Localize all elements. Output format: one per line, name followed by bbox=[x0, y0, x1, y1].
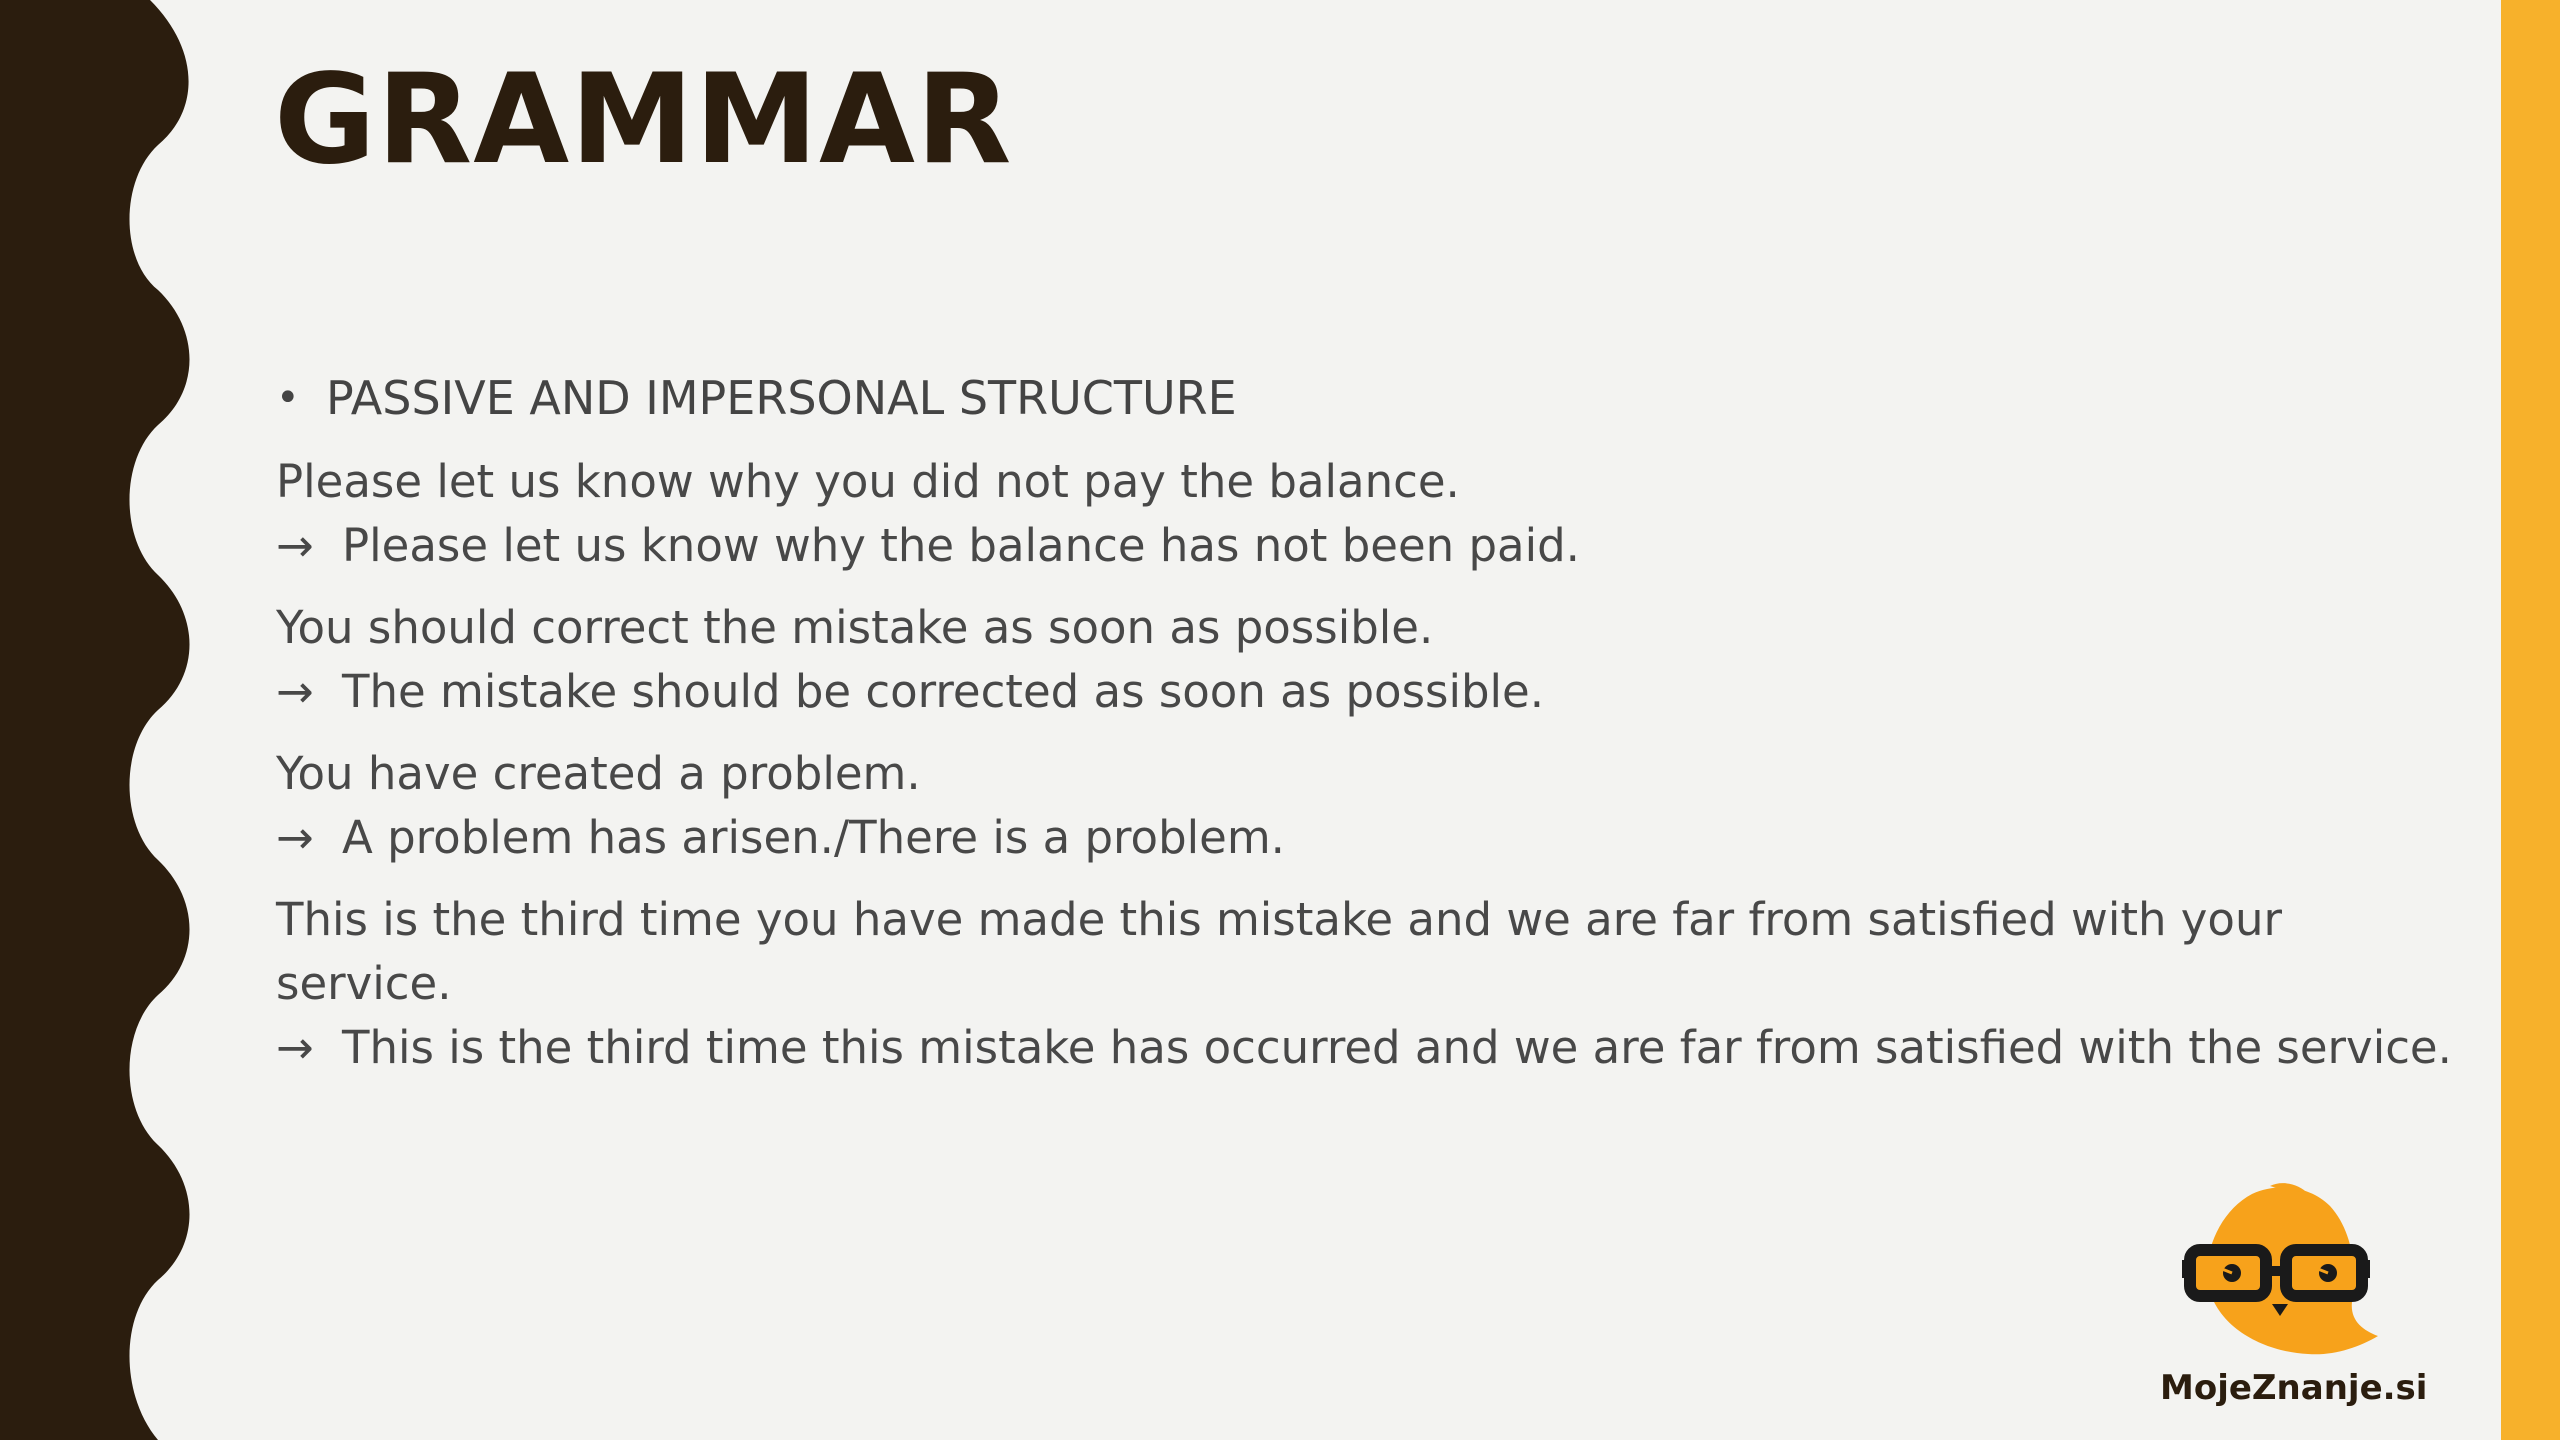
example-original: You have created a problem. bbox=[276, 747, 921, 800]
example-original: You should correct the mistake as soon as possible. bbox=[276, 601, 1434, 654]
example-transformed-text: A problem has arisen./There is a problem. bbox=[342, 811, 1285, 864]
example-4 bbox=[276, 888, 2466, 1080]
example-3 bbox=[276, 742, 2466, 870]
example-1 bbox=[276, 450, 2466, 578]
example-original: Please let us know why you did not pay the balance. bbox=[276, 455, 1460, 508]
arrow-right-icon: → bbox=[276, 665, 314, 718]
left-wave-band bbox=[0, 0, 200, 1440]
bullet-heading bbox=[276, 366, 2466, 430]
example-transformed bbox=[276, 806, 2466, 870]
example-transformed-text: Please let us know why the balance has not been paid. bbox=[342, 519, 1580, 572]
arrow-right-icon: → bbox=[276, 811, 314, 864]
owl-with-glasses-icon bbox=[2182, 1180, 2378, 1366]
bullet-heading-text: PASSIVE AND IMPERSONAL STRUCTURE bbox=[326, 371, 1237, 425]
example-2 bbox=[276, 596, 2466, 724]
right-accent-bar bbox=[2501, 0, 2560, 1440]
example-original: This is the third time you have made this mistake and we are far from satisfied with your service. bbox=[276, 893, 2282, 1010]
bullet-dot-icon: • bbox=[276, 375, 300, 421]
slide-title: GRAMMAR bbox=[274, 48, 1013, 192]
example-transformed bbox=[276, 660, 2466, 724]
arrow-right-icon: → bbox=[276, 519, 314, 572]
example-transformed bbox=[276, 1016, 2466, 1080]
logo-text: MojeZnanje.si bbox=[2160, 1368, 2428, 1408]
example-transformed bbox=[276, 514, 2466, 578]
arrow-right-icon: → bbox=[276, 1021, 314, 1074]
example-transformed-text: The mistake should be corrected as soon as possible. bbox=[342, 665, 1545, 718]
mojeznanje-logo bbox=[2160, 1180, 2428, 1410]
slide-content bbox=[276, 366, 2466, 1098]
example-transformed-text: This is the third time this mistake has occurred and we are far from satisfied with the service. bbox=[342, 1021, 2452, 1074]
